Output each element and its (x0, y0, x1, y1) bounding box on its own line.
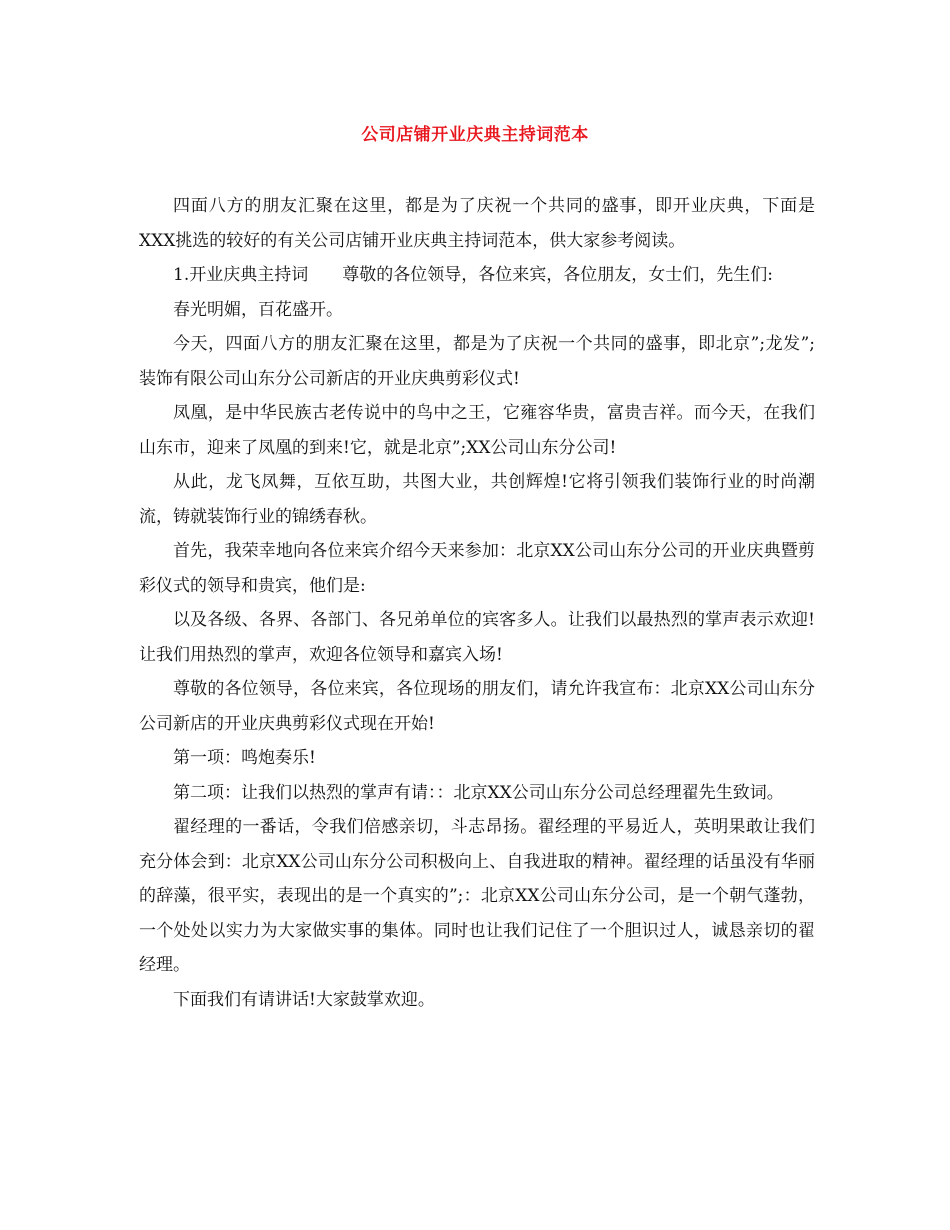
document-title: 公司店铺开业庆典主持词范本 (361, 125, 589, 145)
paragraph-from-now: 从此，龙飞凤舞，互依互助，共图大业，共创辉煌!它将引领我们装饰行业的时尚潮流，铸就装饰行业的锦绣春秋。 (139, 472, 815, 527)
paragraph-next-speaker: 下面我们有请讲话!大家鼓掌欢迎。 (173, 989, 435, 1010)
document-body (139, 189, 821, 1017)
paragraph-item-one: 第一项：鸣炮奏乐! (173, 748, 316, 768)
paragraph-spring: 春光明媚，百花盛开。 (173, 299, 343, 320)
paragraph-phoenix: 凤凰，是中华民族古老传说中的鸟中之王，它雍容华贵，富贵吉祥。而今天，在我们山东市，迎来了凤凰的到来!它，就是北京”;XX公司山东分公司! (139, 403, 815, 458)
paragraph-introduce-guests: 首先，我荣幸地向各位来宾介绍今天来参加：北京XX公司山东分公司的开业庆典暨剪彩仪式的领导和贵宾，他们是: (139, 541, 815, 596)
paragraph-host-greeting: 1.开业庆典主持词 尊敬的各位领导，各位来宾，各位朋友，女士们，先生们: (173, 265, 773, 285)
paragraph-item-two: 第二项：让我们以热烈的掌声有请：：北京XX公司山东分公司总经理翟先生致词。 (173, 782, 784, 803)
paragraph-manager-speech: 翟经理的一番话，令我们倍感亲切，斗志昂扬。翟经理的平易近人，英明果敢让我们充分体会到：北京XX公司山东分公司积极向上、自我进取的精神。翟经理的话虽没有华丽的辞藻，很平实，表现出的是一个真实的”;：北京XX公司山东分公司，是一个朝气蓬勃，一个处处以实力为大家做实事的集体。同时也让我们记住了一个胆识过人，诚恳亲切的翟经理。 (139, 817, 815, 975)
paragraph-welcome: 以及各级、各界、各部门、各兄弟单位的宾客多人。让我们以最热烈的掌声表示欢迎!让我们用热烈的掌声，欢迎各位领导和嘉宾入场! (139, 610, 815, 665)
paragraph-today: 今天，四面八方的朋友汇聚在这里，都是为了庆祝一个共同的盛事，即北京”;龙发”; 装饰有限公司山东分公司新店的开业庆典剪彩仪式! (139, 334, 821, 389)
paragraph-intro: 四面八方的朋友汇聚在这里，都是为了庆祝一个共同的盛事，即开业庆典，下面是XXX挑选的较好的有关公司店铺开业庆典主持词范本，供大家参考阅读。 (139, 196, 815, 251)
paragraph-announce: 尊敬的各位领导，各位来宾，各位现场的朋友们，请允许我宣布：北京XX公司山东分公司新店的开业庆典剪彩仪式现在开始! (139, 679, 815, 734)
